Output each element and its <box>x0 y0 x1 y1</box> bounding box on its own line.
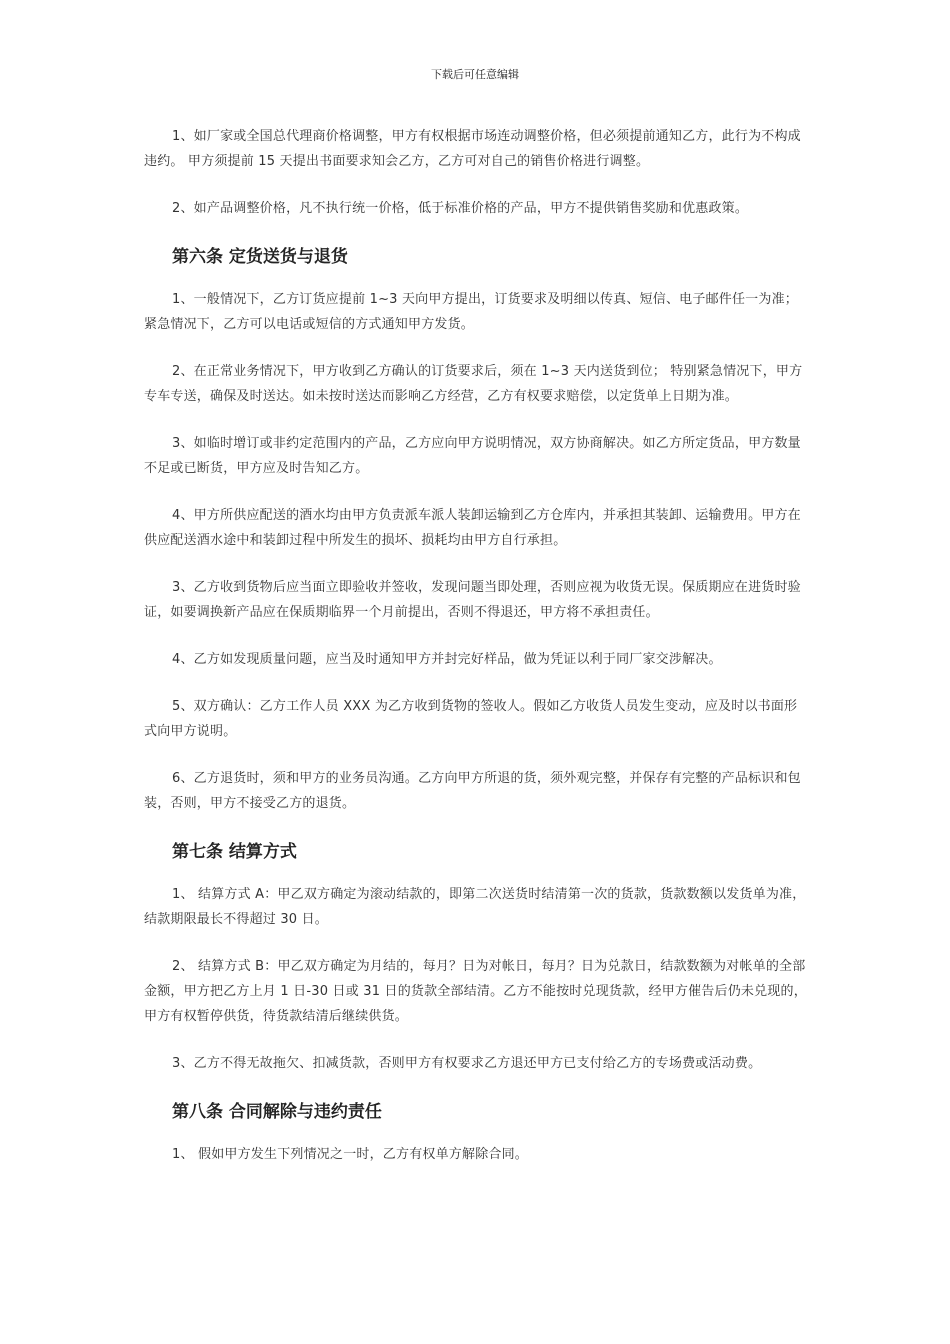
paragraph-termination-1: 1、 假如甲方发生下列情况之一时，乙方有权单方解除合同。 <box>172 1147 529 1162</box>
paragraph-order-7: 5、双方确认：乙方工作人员 XXX 为乙方收到货物的签收人。假如乙方收货人员发生变动，应及时以书面形式向甲方说明。 <box>144 699 798 739</box>
paragraph-order-8: 6、乙方退货时，须和甲方的业务员沟通。乙方向甲方所退的货，须外观完整，并保存有完整的产品标识和包装，否则，甲方不接受乙方的退货。 <box>144 771 801 811</box>
document-body <box>144 124 810 1189</box>
page-header: 下载后可任意编辑 <box>431 68 519 81</box>
paragraph-order-6: 4、乙方如发现质量问题，应当及时通知甲方并封完好样品，做为凭证以利于同厂家交涉解决。 <box>172 652 722 667</box>
paragraph-order-5: 3、乙方收到货物后应当面立即验收并签收，发现问题当即处理，否则应视为收货无误。保质期应在进货时验证，如要调换新产品应在保质期临界一个月前提出，否则不得退还，甲方将不承担责任。 <box>144 580 801 620</box>
paragraph-price-adjust-1: 1、如厂家或全国总代理商价格调整，甲方有权根据市场连动调整价格，但必须提前通知乙方，此行为不构成违约。 甲方须提前 15 天提出书面要求知会乙方，乙方可对自己的销售价格进行调整。 <box>144 129 801 169</box>
paragraph-order-1: 1、一般情况下，乙方订货应提前 1~3 天向甲方提出，订货要求及明细以传真、短信、电子邮件任一为准； 紧急情况下，乙方可以电话或短信的方式通知甲方发货。 <box>144 292 798 332</box>
paragraph-settlement-2: 2、 结算方式 B：甲乙双方确定为月结的，每月？日为对帐日，每月？日为兑款日，结款数额为对帐单的全部金额，甲方把乙方上月 1 日-30 日或 31 日的货款全部结清。乙方不能按时兑现货款，经甲方催告后仍未兑现的，甲方有权暂停供货，待货款结清后继续供货。 <box>144 959 807 1024</box>
section-heading-7: 第七条 结算方式 <box>172 842 297 862</box>
paragraph-order-4: 4、甲方所供应配送的酒水均由甲方负责派车派人装卸运输到乙方仓库内，并承担其装卸、运输费用。甲方在供应配送酒水途中和装卸过程中所发生的损坏、损耗均由甲方自行承担。 <box>144 508 801 548</box>
paragraph-settlement-1: 1、 结算方式 A：甲乙双方确定为滚动结款的，即第二次送货时结清第一次的货款，货款数额以发货单为准，结款期限最长不得超过 30 日。 <box>144 887 806 927</box>
paragraph-order-3: 3、如临时增订或非约定范围内的产品，乙方应向甲方说明情况，双方协商解决。如乙方所定货品，甲方数量不足或已断货，甲方应及时告知乙方。 <box>144 436 801 476</box>
paragraph-price-adjust-2: 2、如产品调整价格，凡不执行统一价格，低于标准价格的产品，甲方不提供销售奖励和优惠政策。 <box>172 201 749 216</box>
section-heading-8: 第八条 合同解除与违约责任 <box>172 1102 382 1122</box>
paragraph-order-2: 2、在正常业务情况下，甲方收到乙方确认的订货要求后，须在 1~3 天内送货到位； 特别紧急情况下，甲方专车专送，确保及时送达。如未按时送达而影响乙方经营，乙方有权要求赔偿，以定货单上日期为准。 <box>144 364 803 404</box>
section-heading-6: 第六条 定货送货与退货 <box>172 247 348 267</box>
paragraph-settlement-3: 3、乙方不得无故拖欠、扣减货款，否则甲方有权要求乙方退还甲方已支付给乙方的专场费或活动费。 <box>172 1056 762 1071</box>
